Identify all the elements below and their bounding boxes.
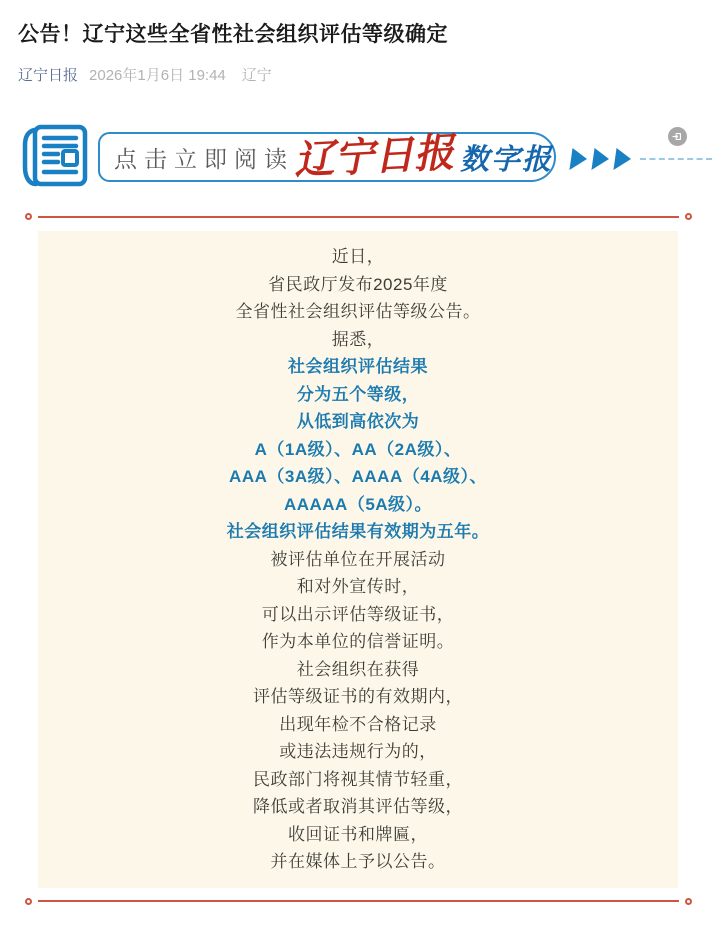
- article-line: 收回证书和牌匾，: [288, 824, 428, 844]
- divider-line: [38, 900, 679, 902]
- divider-ring-right: [685, 898, 692, 905]
- brand-calligraphy: 辽宁日报: [292, 130, 456, 184]
- article-line: 省民政厅发布2025年度: [268, 274, 448, 294]
- article-line: 出现年检不合格记录: [279, 714, 437, 734]
- byline: [18, 64, 699, 85]
- article-line: 降低或者取消其评估等级，: [253, 797, 463, 816]
- divider-line: [38, 216, 679, 218]
- digital-paper-banner[interactable]: [18, 118, 699, 193]
- publish-datetime: 2026年1月6日 19:44: [89, 67, 226, 84]
- banner-cta-text: 点击立即阅读: [114, 145, 294, 172]
- article-line: 全省性社会组织评估等级公告。: [235, 302, 481, 321]
- dotted-line: [640, 158, 712, 160]
- banner-pill: [98, 132, 556, 182]
- divider-ring-right: [685, 213, 692, 220]
- article-line: 或违法违规行为的，: [279, 742, 437, 761]
- newspaper-icon: [18, 120, 90, 192]
- enter-float-icon[interactable]: [668, 127, 687, 146]
- article-line: 据悉，: [331, 329, 385, 349]
- article-line: 和对外宣传时，: [296, 577, 420, 596]
- article-line: 并在媒体上予以公告。: [270, 852, 446, 871]
- bottom-divider: [25, 898, 692, 905]
- article-line: 社会组织在获得: [296, 659, 420, 679]
- article-line: 分为五个等级，: [296, 384, 420, 404]
- article-line: 近日，: [331, 247, 385, 266]
- article-line: 评估等级证书的有效期内，: [253, 687, 463, 706]
- article-line: 可以出示评估等级证书，: [261, 604, 455, 624]
- article-line: AAA（3A级）、AAAA（4A级）、: [229, 467, 487, 486]
- article-line: 社会组织评估结果: [288, 357, 428, 376]
- article-line: AAAAA（5A级）。: [283, 494, 433, 514]
- divider-ring-left: [25, 213, 32, 220]
- article-line: 社会组织评估结果有效期为五年。: [226, 522, 490, 541]
- publish-location: 辽宁: [241, 67, 272, 84]
- article-line: A（1A级）、AA（2A级）、: [254, 439, 462, 459]
- page-title: 公告！辽宁这些全省性社会组织评估等级确定: [18, 23, 448, 46]
- triple-arrow-icon: [571, 148, 631, 170]
- brand-suffix: 数字报: [460, 143, 554, 176]
- source-link[interactable]: 辽宁日报: [18, 67, 79, 84]
- article-line: 作为本单位的信誉证明。: [261, 632, 455, 651]
- article-line: 被评估单位在开展活动: [270, 549, 446, 569]
- article-line: 从低到高依次为: [296, 412, 420, 431]
- top-divider: [25, 213, 692, 220]
- article-page: [0, 20, 717, 905]
- divider-ring-left: [25, 898, 32, 905]
- article-body: [38, 231, 678, 888]
- article-line: 民政部门将视其情节轻重，: [253, 769, 463, 789]
